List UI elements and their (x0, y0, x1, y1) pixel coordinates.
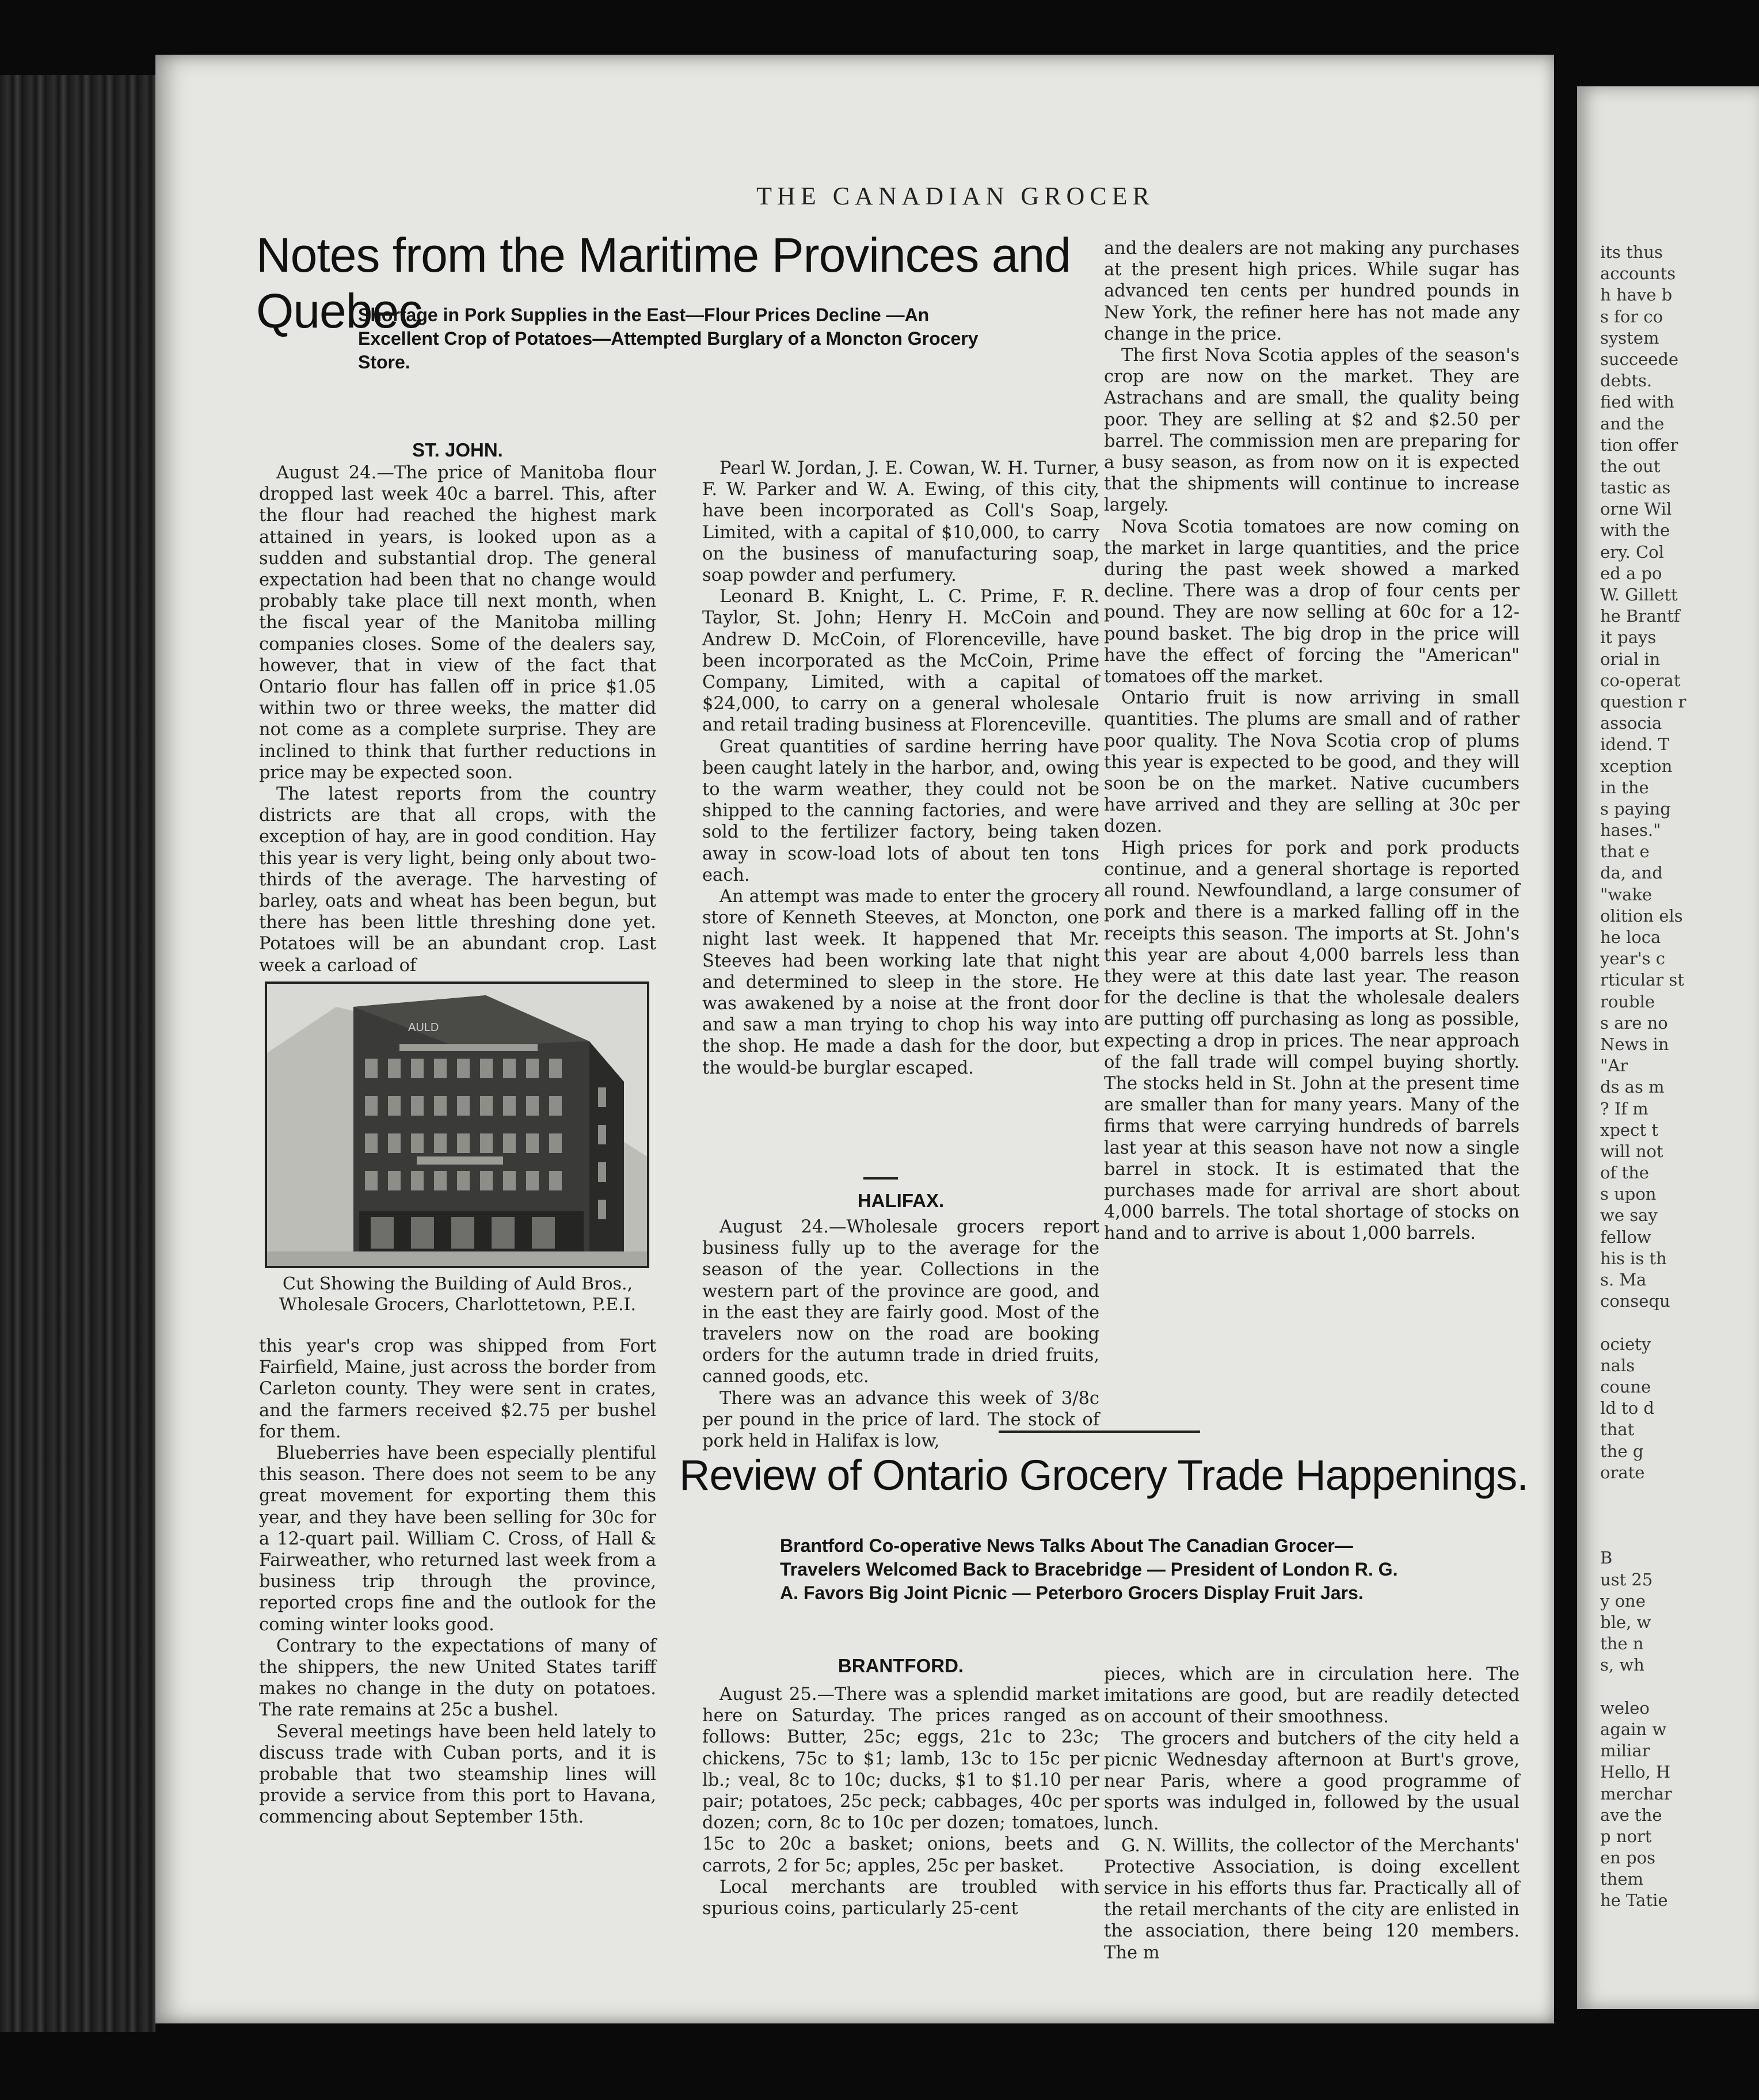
next-page-line: fellow (1600, 1227, 1651, 1247)
article2-headline: Review of Ontario Grocery Trade Happenings. (679, 1451, 1528, 1499)
next-page-line: associa (1600, 713, 1662, 733)
next-page-line: he loca (1600, 927, 1661, 947)
next-page-line: question r (1600, 691, 1686, 712)
next-page-line: ery. Col (1600, 542, 1664, 562)
next-page-line: News in (1600, 1034, 1669, 1054)
paragraph: Great quantities of sardine herring have been caught lately in the harbor, and, owing to the warm weather, they could not be shipped to the canning factories, and were sold to the fertilizer factory, being taken away in scow-load lots of about ten tons each. (702, 736, 1099, 885)
next-page-line: en pos (1600, 1848, 1655, 1868)
next-page-line: ? If m (1600, 1098, 1648, 1119)
next-page-line: miliar (1600, 1741, 1650, 1761)
next-page-line (1600, 1483, 1759, 1505)
st-john-heading: ST. JOHN. (412, 439, 503, 461)
paragraph: Ontario fruit is now arriving in small quantities. The plums are small and of rather poor quality. The Nova Scotia crop of plums this year is expected to be good, and they will soon be on the market. Native cucumbers have arrived and they are selling at 30c per dozen. (1104, 688, 1520, 837)
section-divider (863, 1177, 898, 1180)
next-page-line: s are no (1600, 1013, 1668, 1033)
paragraph: this year's crop was shipped from Fort Fairfield, Maine, just across the border from Carleton county. They were sent in crates, and the farmers received $2.75 per bushel for them. (259, 1336, 656, 1442)
paragraph: G. N. Willits, the collector of the Merchants' Protective Association, is doing excellent service in his efforts thus far. Practically all of the retail merchants of the city are enlisted in the association, there being 120 members. The m (1104, 1835, 1520, 1963)
next-page-line: ble, w (1600, 1612, 1651, 1632)
next-page-line: xception (1600, 756, 1673, 776)
next-page-line: merchar (1600, 1783, 1672, 1804)
next-page-edge (1577, 86, 1759, 2009)
paragraph: An attempt was made to enter the grocery store of Kenneth Steeves, at Moncton, one night last week. It happened that Mr. Steeves had been working late that night and determined to sleep in the store. He was awakened by a noise at the front door and saw a man trying to chop his way into the shop. He made a dash for the door, but the would-be burglar escaped. (702, 887, 1099, 1078)
next-page-line: the out (1600, 456, 1661, 476)
paragraph: pieces, which are in circulation here. The imitations are good, but are readily detected on account of their smoothness. (1104, 1664, 1520, 1728)
next-page-line: the n (1600, 1634, 1644, 1654)
next-page-line: orne Wil (1600, 499, 1672, 519)
next-page-line: succeede (1600, 349, 1679, 369)
next-page-line: ed a po (1600, 563, 1662, 583)
next-page-line (1600, 1676, 1759, 1698)
paragraph: August 25.—There was a splendid market here on Saturday. The prices ranged as follows: Butter, 25c; eggs, 21c to 23c; chickens, 75c to $1; lamb, 13c to 15c per lb.; veal, 8c to 10c; ducks, $1 to $1.10 per pair; potatoes, 25c peck; cabbages, 40c per dozen; corn, 8c to 10c per dozen; tomatoes, 15c to 20c a basket; onions, beets and carrots, 2 for 5c; apples, 25c per basket. (702, 1684, 1099, 1876)
building-illustration (267, 984, 647, 1266)
paragraph: The first Nova Scotia apples of the season's crop are now on the market. They are Astrachans and are small, the quality being poor. They are selling at $2 and $2.50 per barrel. The commission men are preparing for a busy season, as from now on it is expected that the shipments will continue to increase largely. (1104, 345, 1520, 516)
next-page-line: he Brantf (1600, 606, 1680, 626)
paragraph: Nova Scotia tomatoes are now coming on the market in large quantities, and the price during the past week showed a marked decline. There was a drop of four cents per pound. They are now selling at 60c for a 12-pound basket. The big drop in the price will have the effect of forcing the "American" tomatoes off the market. (1104, 516, 1520, 687)
next-page-line (1600, 1505, 1759, 1526)
next-page-line: y one (1600, 1591, 1646, 1611)
paragraph: Pearl W. Jordan, J. E. Cowan, W. H. Turner, F. W. Parker and W. A. Ewing, of this city, have been incorporated as Coll's Soap, Limited, with a capital of $10,000, to carry on the business of manufacturing soap, soap powder and perfumery. (702, 458, 1099, 586)
next-page-line: in the (1600, 777, 1649, 797)
paragraph: Local merchants are troubled with spurious coins, particularly 25-cent (702, 1877, 1099, 1919)
building-photo (265, 981, 649, 1268)
halifax-column (702, 1216, 1099, 1452)
next-page-line: s paying (1600, 798, 1671, 819)
next-page-line: idend. T (1600, 735, 1670, 755)
next-page-line: s for co (1600, 306, 1663, 326)
halifax-heading: HALIFAX. (857, 1190, 945, 1211)
paragraph: The grocers and butchers of the city held a picnic Wednesday afternoon at Burt's grove, near Paris, where a good programme of sports was indulged in, followed by the usual lunch. (1104, 1728, 1520, 1835)
next-page-line: tastic as (1600, 478, 1671, 498)
building-sign: AULD (408, 1021, 439, 1034)
next-page-line: ust 25 (1600, 1569, 1653, 1589)
next-page-line: with the (1600, 520, 1670, 541)
next-page-line: "Ar (1600, 1056, 1628, 1076)
article1-headline: Notes from the Maritime Provinces and Quebec (256, 228, 1071, 338)
next-page-line: tion offer (1600, 435, 1678, 455)
next-page-line: that e (1600, 842, 1650, 862)
next-page-line: weleo (1600, 1698, 1650, 1718)
book-binding (0, 75, 155, 2032)
next-page-line: its thus (1600, 242, 1663, 262)
paragraph: and the dealers are not making any purchases at the present high prices. While sugar has advanced ten cents per hundred pounds in New York, the refiner here has not made any change in the price. (1104, 238, 1520, 344)
next-page-line: p nort (1600, 1826, 1652, 1846)
article-divider (999, 1431, 1200, 1433)
next-page-line: his is th (1600, 1248, 1667, 1268)
next-page-line: the g (1600, 1441, 1644, 1461)
next-page-line: system (1600, 328, 1659, 348)
next-page-line: hases." (1600, 820, 1661, 840)
paragraph: There was an advance this week of 3/8c per pound in the price of lard. The stock of pork held in Halifax is low, (702, 1388, 1099, 1452)
next-page-line: rticular st (1600, 970, 1684, 990)
next-page-line: co-operat (1600, 670, 1681, 690)
article1-column-2 (702, 458, 1099, 1166)
next-page-line: and the (1600, 413, 1665, 433)
next-page-line: s upon (1600, 1184, 1657, 1204)
next-page-line: fied with (1600, 392, 1674, 412)
masthead: THE CANADIAN GROCER (756, 182, 1155, 210)
st-john-continued-column (259, 1336, 656, 1871)
brantford-heading: BRANTFORD. (837, 1655, 964, 1676)
next-page-line: B (1600, 1548, 1613, 1568)
paragraph: High prices for pork and pork products continue, and a general shortage is reported all round. Newfoundland, a large consumer of pork and there is a marked falling off in the receipts this season. The imports at St. John's this year are about 4,000 barrels less than they were at this date last year. The reason for the decline is that the wholesale dealers are putting off purchasing as long as possible, expecting a drop in prices. The near approach of the fall trade will compel buying shortly. The stocks held in St. John at the present time are smaller than for many years. Many of the firms that were carrying hundreds of barrels last year at this season have not now a single barrel in stock. It is estimated that the purchases made for arrival are short about 4,000 barrels. The total shortage of stocks on hand and to arrive is about 1,000 barrels. (1104, 838, 1520, 1244)
next-page-line (1600, 1312, 1759, 1333)
next-page-line: will not (1600, 1141, 1663, 1161)
next-page-line: he Tatie (1600, 1890, 1668, 1911)
next-page-line: again w (1600, 1719, 1667, 1739)
paragraph: Leonard B. Knight, L. C. Prime, F. R. Taylor, St. John; Henry H. McCoin and Andrew D. McCoin, of Florenceville, have been incorporated as the McCoin, Prime Company, Limited, with a capital of $24,000, to carry on a general wholesale and retail trading business at Florenceville. (702, 587, 1099, 736)
paragraph: The latest reports from the country districts are that all crops, with the exception of hay, are in good condition. Hay this year is very light, being only about two-thirds of the average. The harvesting of barley, oats and wheat has been begun, but there has been little threshing done yet. Potatoes will be an abundant crop. Last week a carload of (259, 784, 656, 976)
next-page-line: h have b (1600, 285, 1673, 305)
next-page-line: s. Ma (1600, 1270, 1647, 1289)
next-page-line: orial in (1600, 649, 1661, 669)
paragraph: August 24.—The price of Manitoba flour dropped last week 40c a barrel. This, after the flour had reached the highest mark attained in years, is looked upon as a sudden and substantial drop. The general expectation had been that no change would probably take place till next month, when the fiscal year of the Manitoba milling companies closes. Some of the dealers say, however, that in view of the fact that Ontario flour has fallen off in price $1.05 within two or three weeks, the matter did not come as a complete surprise. They are inclined to think that further reductions in price may be expected soon. (259, 463, 656, 783)
st-john-column (259, 462, 656, 976)
next-page-line: s, wh (1600, 1655, 1644, 1675)
paragraph: Several meetings have been held lately to discuss trade with Cuban ports, and it is probable that two steamship lines will provide a service from this port to Havana, commencing about September 15th. (259, 1721, 656, 1828)
next-page-line: ld to d (1600, 1398, 1654, 1418)
next-page-line (1600, 1526, 1759, 1547)
next-page-line: year's c (1600, 949, 1666, 969)
next-page-line: accounts (1600, 264, 1676, 284)
article2-deck: Brantford Co-operative News Talks About The Canadian Grocer—Travelers Welcomed Back to Bracebridge — President of London R. G. A. Favors Big Joint Picnic — Peterboro Grocers Display Fruit Jars. (780, 1535, 1398, 1603)
next-page-line: ociety (1600, 1334, 1651, 1354)
next-page-line: ave the (1600, 1805, 1662, 1825)
brantford-column-2 (1104, 1664, 1520, 1963)
brantford-column-1 (702, 1684, 1099, 1919)
next-page-line: that (1600, 1420, 1635, 1440)
next-page-line: nals (1600, 1355, 1635, 1375)
newspaper-page (155, 55, 1554, 2023)
article1-column-3 (1104, 238, 1520, 1429)
next-page-line: olition els (1600, 906, 1683, 926)
next-page-line: consequ (1600, 1291, 1670, 1311)
next-page-line: we say (1600, 1205, 1658, 1226)
paragraph: Blueberries have been especially plentiful this season. There does not seem to be any great movement for exporting them this year, and they have been selling for 30c for a 12-quart pail. William C. Cross, of Hall & Fairweather, who returned last week from a business trip through the province, reported crops fine and the outlook for the coming winter looks good. (259, 1443, 656, 1635)
next-page-line: "wake (1600, 884, 1653, 904)
next-page-line: it pays (1600, 627, 1657, 648)
next-page-line: Hello, H (1600, 1762, 1671, 1782)
next-page-line: orate (1600, 1462, 1645, 1482)
article1-deck: Shortage in Pork Supplies in the East—Flour Prices Decline —An Excellent Crop of Potatoes—Attempted Burglary of a Moncton Grocery Store. (358, 305, 979, 372)
next-page-line: of the (1600, 1163, 1649, 1183)
next-page-line: xpect t (1600, 1120, 1658, 1140)
next-page-fragments (1600, 242, 1759, 1912)
next-page-line: coune (1600, 1376, 1651, 1397)
next-page-line: rouble (1600, 991, 1655, 1011)
next-page-line: da, and (1600, 863, 1663, 883)
next-page-line: W. Gillett (1600, 585, 1678, 604)
paragraph: August 24.—Wholesale grocers report business fully up to the average for the season of the year. Collections in the western part of the province are good, and in the east they are fairly good. Most of the travelers now on the road are booking orders for the autumn trade in dried fruits, canned goods, etc. (702, 1217, 1099, 1387)
next-page-line: debts. (1600, 371, 1653, 391)
paragraph: Contrary to the expectations of many of the shippers, the new United States tariff makes no change in the duty on potatoes. The rate remains at 25c a bushel. (259, 1635, 656, 1721)
photo-caption: Cut Showing the Building of Auld Bros., Wholesale Grocers, Charlottetown, P.E.I. (279, 1274, 637, 1315)
next-page-line: ds as m (1600, 1077, 1665, 1097)
next-page-line: them (1600, 1869, 1643, 1889)
